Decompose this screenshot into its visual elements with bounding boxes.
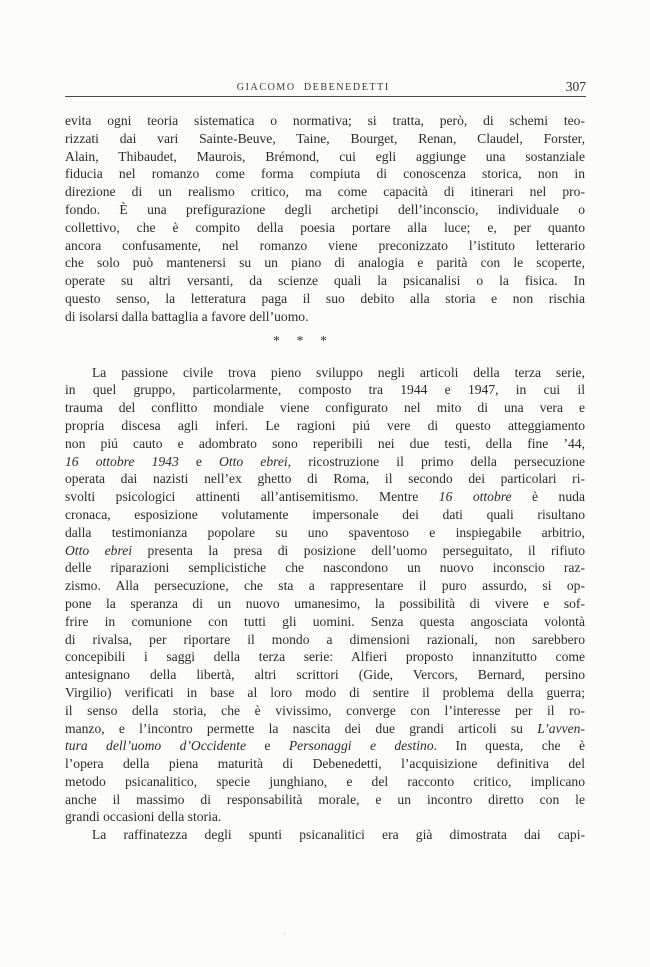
running-title: GIACOMO DEBENEDETTI — [236, 82, 390, 93]
text-line — [65, 130, 585, 148]
text-line — [65, 737, 585, 755]
text-line — [65, 417, 585, 435]
text-line — [65, 183, 585, 201]
text-line — [65, 506, 585, 524]
section-separator: * * * — [273, 333, 327, 349]
page-number: 307 — [565, 79, 586, 94]
text-line — [65, 435, 585, 453]
paragraph — [65, 826, 585, 844]
text-segment: l’opera della piena maturità di Debenedetti, l’acquisizione definitiva del — [65, 756, 585, 772]
text-segment: Virgilio) verificati in base al loro modo di sentire il problema della guerra; — [65, 684, 585, 700]
text-segment: di isolarsi dalla battaglia a favore dell’uomo. — [65, 308, 309, 324]
text-segment: questo senso, la letteratura paga il suo debito alla storia e non rischia — [65, 290, 585, 306]
text-line — [65, 631, 585, 649]
text-line — [65, 165, 585, 183]
text-segment: di rivalsa, per riportare il mondo a dimensioni razionali, non sarebbero — [65, 631, 585, 647]
page-header — [65, 78, 586, 97]
italic-text-segment: 16 ottobre 1943 — [65, 453, 179, 469]
text-line — [65, 254, 585, 272]
text-line — [65, 148, 585, 166]
italic-text-segment: tura dell’uomo d’Occidente — [65, 738, 247, 754]
text-segment: cronaca, esposizione volutamente impersonale dei dati quali risultano — [65, 506, 585, 522]
text-segment: dalla testimonianza popolare su uno spaventoso e inspiegabile arbitrio, — [65, 524, 585, 540]
text-segment: è nuda — [511, 489, 585, 505]
text-line — [65, 826, 585, 844]
text-segment: zismo. Alla persecuzione, che sta a rappresentare il puro assurdo, si op- — [65, 578, 585, 594]
text-line — [65, 755, 585, 773]
text-segment: propria discesa agli inferi. Le ragioni piú vere di questo atteggiamento — [65, 417, 585, 433]
text-line — [65, 112, 585, 130]
text-line — [65, 791, 585, 809]
text-line — [65, 219, 585, 237]
text-segment: e — [246, 738, 289, 754]
text-line — [65, 470, 585, 488]
text-line — [65, 453, 585, 471]
text-segment: evita ogni teoria sistematica o normativa; si tratta, però, di schemi teo- — [65, 113, 585, 128]
paragraph — [65, 364, 585, 827]
text-segment: anche il massimo di responsabilità morale, e un incontro diretto con le — [65, 791, 585, 807]
text-segment: grandi occasioni della storia. — [65, 809, 222, 825]
text-line — [65, 648, 585, 666]
text-line — [65, 720, 585, 738]
text-segment: trauma del conflitto mondiale viene configurato nel mito di una vera e — [65, 400, 585, 416]
text-line — [65, 559, 585, 577]
text-line — [65, 524, 585, 542]
italic-text-segment: 16 ottobre — [438, 489, 512, 505]
text-segment: La raffinatezza degli spunti psicanalitici era già dimostrata dai capi- — [92, 827, 585, 843]
text-line — [65, 399, 585, 417]
text-line — [65, 684, 585, 702]
text-segment: svolti psicologici attinenti all’antisemitismo. Mentre — [65, 489, 439, 505]
text-segment: pone la speranza di un nuovo umanesimo, la possibilità di vivere e sof- — [65, 595, 585, 611]
text-segment: non piú cauto e adombrato sono reperibili nei due testi, della fine ’44, — [65, 435, 585, 451]
text-segment: collettivo, che è compito della poesia portare alla luce; e, per quanto — [65, 219, 585, 235]
text-line — [65, 290, 585, 308]
paragraph — [65, 112, 585, 326]
text-line — [65, 272, 585, 290]
text-segment: operata dai nazisti nell’ex ghetto di Roma, il secondo dei particolari ri- — [65, 471, 585, 487]
text-segment: operate su altri versanti, da scienze quali la psicanalisi o la fisica. In — [65, 273, 585, 289]
text-segment: metodo psicanalitico, specie junghiano, e del racconto critico, implicano — [65, 773, 585, 789]
text-segment: rizzati dai vari Sainte-Beuve, Taine, Bourget, Renan, Claudel, Forster, — [65, 130, 585, 146]
text-segment: Alain, Thibaudet, Maurois, Brémond, cui egli aggiunge una sostanziale — [65, 148, 585, 164]
text-line — [65, 201, 585, 219]
text-segment: fiducia nel romanzo come forma compiuta di conoscenza storica, non in — [65, 166, 585, 182]
italic-text-segment: Otto ebrei — [65, 542, 133, 558]
text-segment: frire in comunione con tutti gli uomini. Senza questa angosciata volontà — [65, 613, 585, 629]
italic-text-segment: Personaggi e destino — [288, 738, 434, 754]
text-line — [65, 773, 585, 791]
text-segment: delle riparazioni semplicistiche che nascondono un nuovo inconscio raz- — [65, 560, 585, 576]
text-line — [65, 577, 585, 595]
text-line — [65, 666, 585, 684]
italic-text-segment: L’avven- — [537, 720, 585, 736]
text-segment: concepibili i saggi della terza serie: Alfieri proposto innanzitutto come — [65, 649, 585, 665]
text-segment: ancora confusamente, nel romanzo viene preconizzato l’istituto letterario — [65, 237, 585, 253]
text-segment: e — [178, 453, 220, 469]
text-segment: presenta la presa di posizione dell’uomo perseguitato, il rifiuto — [132, 542, 585, 558]
text-line — [65, 542, 585, 560]
text-line — [65, 702, 585, 720]
text-segment: fondo. È una prefigurazione degli archetipi dell’inconscio, individuale o — [65, 201, 585, 217]
text-segment: La passione civile trova pieno sviluppo negli articoli della terza serie, — [92, 364, 585, 380]
text-segment: che solo può mantenersi su un piano di analogia e parità con le scoperte, — [65, 255, 585, 271]
text-line — [65, 595, 585, 613]
text-segment: manzo, e l’incontro permette la nascita dei due grandi articoli su — [65, 720, 538, 736]
text-segment: antesignano della libertà, altri scrittori (Gide, Vercors, Bernard, persino — [65, 667, 585, 683]
text-line — [65, 488, 585, 506]
italic-text-segment: Otto ebrei — [219, 453, 288, 469]
text-line — [65, 613, 585, 631]
text-line — [65, 237, 585, 255]
text-segment: direzione di un realismo critico, ma come capacità di itinerari nel pro- — [65, 184, 585, 200]
text-segment: il senso della storia, che è vivissimo, converge con l’interesse per il ro- — [65, 702, 585, 718]
text-line — [65, 308, 585, 326]
text-segment: in quel gruppo, particolarmente, composto tra 1944 e 1947, in cui il — [65, 382, 585, 398]
text-line — [65, 381, 585, 399]
text-line — [65, 808, 585, 826]
text-segment: . In questa, che è — [433, 738, 585, 754]
body-text — [65, 112, 585, 844]
text-line — [65, 364, 585, 382]
text-segment: , ricostruzione il primo della persecuzione — [287, 453, 585, 469]
